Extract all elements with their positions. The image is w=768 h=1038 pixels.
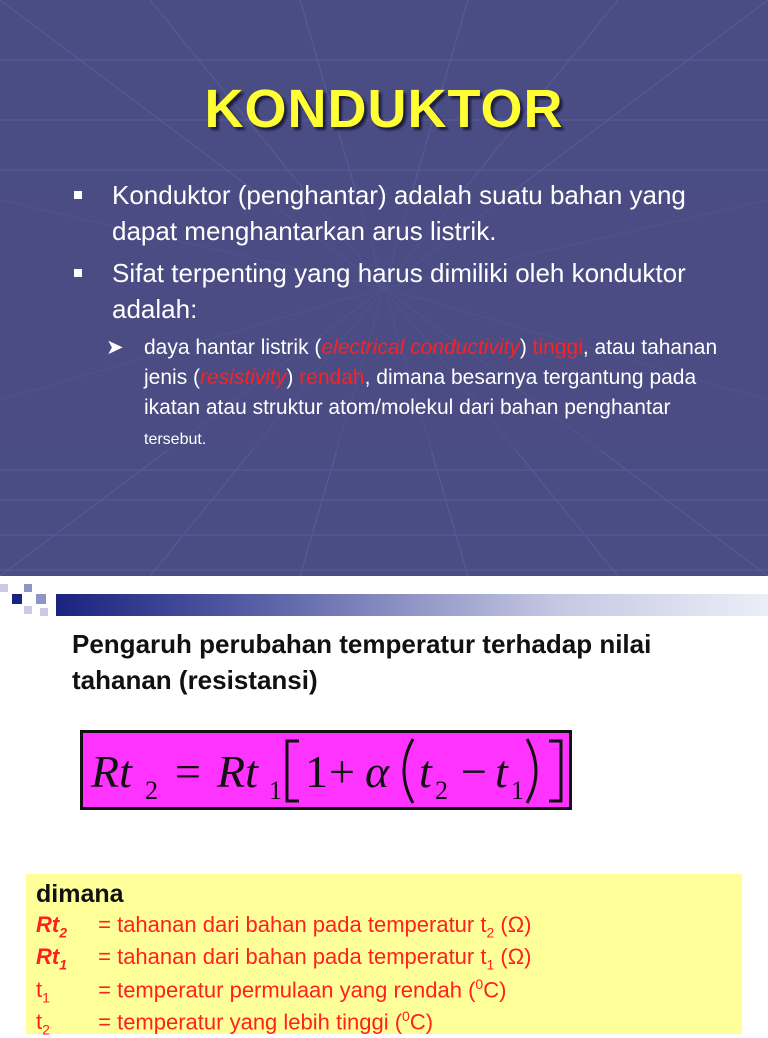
bullet-list [70,177,720,455]
formula-equals: = [175,746,201,797]
rendah-term: rendah [299,366,365,389]
formula-lhs-sub: 2 [145,776,158,805]
header-decoration [0,584,768,624]
formula-alpha: α [365,746,390,797]
slide-title: KONDUKTOR [204,79,564,139]
definition-row: $Rt_2$ = tahanan dari bahan pada temperatur $t_2$ (Ω) [36,912,532,941]
formula-plus: + [329,746,355,797]
formula-t2-sub: 2 [435,776,448,805]
definitions-box [26,874,742,1038]
resistance-formula [83,733,569,807]
formula-t1-sub: 1 [511,776,524,805]
sub-text-5: , dimana besarnya tergantung pada ikatan atau struktur atom/molekul dari bahan penghantar [144,366,697,419]
formula-one: 1 [305,746,328,797]
resistivity-term: resistivity [200,366,287,389]
bullet-text: Sifat terpenting yang harus dimiliki oleh konduktor adalah: [112,258,686,324]
sub-text-1: daya hantar listrik ( [144,336,322,359]
gradient-header-bar [56,594,768,616]
definition-text: = tahanan dari bahan pada temperatur t [98,912,487,937]
definition-row: $t_2$ = temperatur yang lebih tinggi ($^0$C) [36,1008,434,1038]
formula-lhs: Rt [91,746,132,797]
tersebut-text: tersebut. [144,431,207,448]
arrow-bullet-icon: ➤ [106,336,124,359]
formula-t1: t [495,746,508,797]
definitions-label: dimana [36,880,124,908]
definition-key: $Rt_2$ [36,912,68,941]
definition-row: $t_1$ = temperatur permulaan yang rendah ($^0$C) [36,976,507,1006]
tinggi-term: tinggi [532,336,583,359]
bullet-item [70,255,720,327]
definition-text: = tahanan dari bahan pada temperatur t [98,944,487,969]
electrical-conductivity-term: electrical conductivity [321,336,520,359]
formula-rhs-base: Rt [217,746,258,797]
sub-text-2: ) [519,336,533,359]
sub-text-3: , atau tahanan jenis ( [144,336,718,389]
bullet-text: Konduktor (penghantar) adalah suatu bahan yang dapat menghantarkan arus listrik. [112,180,686,246]
formula-box [80,730,572,810]
definition-text: = temperatur permulaan yang rendah ( [98,977,476,1003]
square-bullet-icon [74,269,82,277]
slide-heading: Pengaruh perubahan temperatur terhadap nilai tahanan (resistansi) [72,629,652,695]
square-bullet-icon [74,191,82,199]
formula-minus: − [461,746,487,797]
sub-bullet-item [70,333,720,455]
definition-row: $Rt_1$ = tahanan dari bahan pada temperatur $t_1$ (Ω) [36,944,532,973]
definition-text: = temperatur yang lebih tinggi ( [98,1009,403,1035]
formula-t2: t [419,746,432,797]
definition-key: $Rt_1$ [36,944,68,973]
definition-key: $t_2$ [36,1009,50,1038]
slide-pengaruh-temperatur [0,576,768,1038]
formula-rhs-sub: 1 [269,776,282,805]
sub-text-4: ) [286,366,300,389]
bullet-item [70,177,720,249]
definition-key: $t_1$ [36,977,50,1006]
